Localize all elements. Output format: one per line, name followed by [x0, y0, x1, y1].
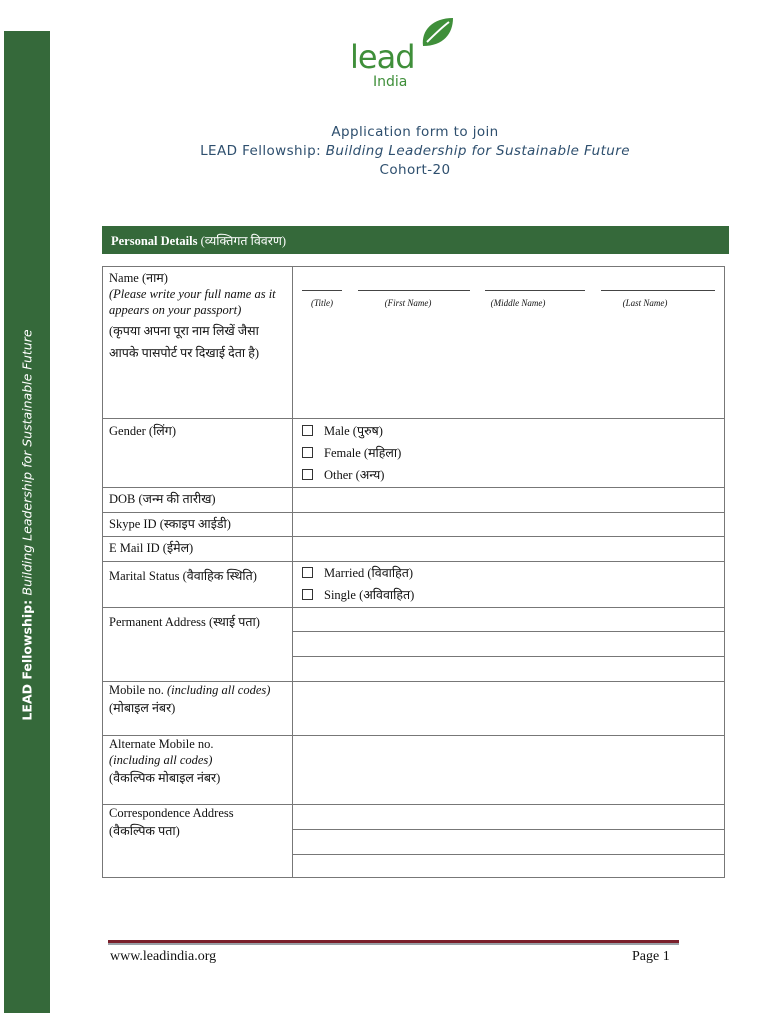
name-label-text: Name (नाम) — [109, 271, 168, 285]
correspondence-label-en: Correspondence Address — [109, 806, 234, 820]
mobile-label-en: Mobile no. — [109, 683, 164, 697]
row-divider — [102, 561, 725, 562]
skype-label: Skype ID (स्काइप आईडी) — [109, 517, 231, 531]
sidebar-title-italic: Building Leadership for Sustainable Future — [19, 329, 35, 596]
female-checkbox[interactable] — [302, 447, 313, 458]
middle-name-field[interactable] — [485, 290, 585, 292]
other-checkbox[interactable] — [302, 469, 313, 480]
section-title-en: Personal Details — [111, 234, 198, 248]
name-hint-en: (Please write your full name as it appears on your passport) — [109, 287, 276, 317]
permanent-address-field[interactable] — [294, 609, 724, 679]
column-divider — [292, 266, 293, 878]
dob-field[interactable] — [294, 489, 724, 511]
email-field[interactable] — [294, 538, 724, 560]
row-divider — [102, 607, 725, 608]
dob-label: DOB (जन्म की तारीख) — [109, 492, 216, 506]
header-line1: Application form to join — [331, 124, 499, 140]
permanent-address-label: Permanent Address (स्थाई पता) — [109, 615, 260, 629]
logo-word: lead — [350, 38, 415, 76]
marital-status-label: Marital Status (वैवाहिक स्थिति) — [109, 569, 257, 583]
email-label: E Mail ID (ईमेल) — [109, 541, 194, 555]
single-checkbox[interactable] — [302, 589, 313, 600]
male-checkbox[interactable] — [302, 425, 313, 436]
alt-mobile-label-hi: (वैकल्पिक मोबाइल नंबर) — [109, 771, 221, 785]
alt-mobile-label-en: Alternate Mobile no. — [109, 737, 214, 751]
alt-mobile-label — [109, 736, 289, 786]
sidebar-title-bold: LEAD Fellowship: — [19, 599, 35, 721]
footer-url: www.leadindia.org — [110, 949, 217, 964]
correspondence-address-field[interactable] — [294, 806, 724, 877]
correspondence-label — [109, 805, 289, 839]
leaf-icon — [419, 16, 455, 48]
title-field[interactable] — [302, 290, 342, 292]
header-line3: Cohort-20 — [379, 162, 451, 178]
lead-india-logo — [345, 16, 455, 96]
mobile-label-hi: (मोबाइल नंबर) — [109, 701, 176, 715]
last-name-caption: (Last Name) — [622, 298, 668, 308]
row-divider — [102, 487, 725, 488]
first-name-caption: (First Name) — [384, 298, 432, 308]
footer-rule-shadow — [108, 943, 679, 945]
sidebar-title — [20, 329, 35, 720]
name-label — [109, 270, 289, 364]
row-divider — [102, 418, 725, 419]
first-name-field[interactable] — [358, 290, 470, 292]
section-title-hi: (व्यक्तिगत विवरण) — [200, 234, 287, 248]
male-option: Male (पुरुष) — [324, 424, 383, 438]
mobile-label — [109, 682, 289, 716]
header-line2-prefix: LEAD Fellowship: — [200, 143, 322, 159]
middle-name-caption: (Middle Name) — [490, 298, 546, 308]
other-option: Other (अन्य) — [324, 468, 385, 482]
last-name-field[interactable] — [601, 290, 715, 292]
title-caption: (Title) — [311, 298, 333, 308]
gender-label: Gender (लिंग) — [109, 424, 176, 438]
name-hint-hi: (कृपया अपना पूरा नाम लिखें जैसा आपके पासपोर्ट पर दिखाई देता है) — [109, 324, 260, 360]
logo-sub: India — [373, 74, 408, 90]
correspondence-label-hi: (वैकल्पिक पता) — [109, 824, 180, 838]
alt-mobile-field[interactable] — [294, 737, 724, 803]
single-option: Single (अविवाहित) — [324, 588, 415, 602]
mobile-label-italic: (including all codes) — [166, 683, 271, 697]
row-divider — [102, 512, 725, 513]
female-option: Female (महिला) — [324, 446, 402, 460]
skype-field[interactable] — [294, 514, 724, 535]
married-checkbox[interactable] — [302, 567, 313, 578]
page-number: Page 1 — [632, 949, 670, 964]
header-line2 — [100, 143, 730, 159]
alt-mobile-label-italic: (including all codes) — [109, 753, 213, 767]
mobile-field[interactable] — [294, 683, 724, 734]
married-option: Married (विवाहित) — [324, 566, 414, 580]
header-line2-italic: Building Leadership for Sustainable Future — [325, 143, 630, 159]
section-header — [102, 226, 729, 254]
row-divider — [102, 536, 725, 537]
